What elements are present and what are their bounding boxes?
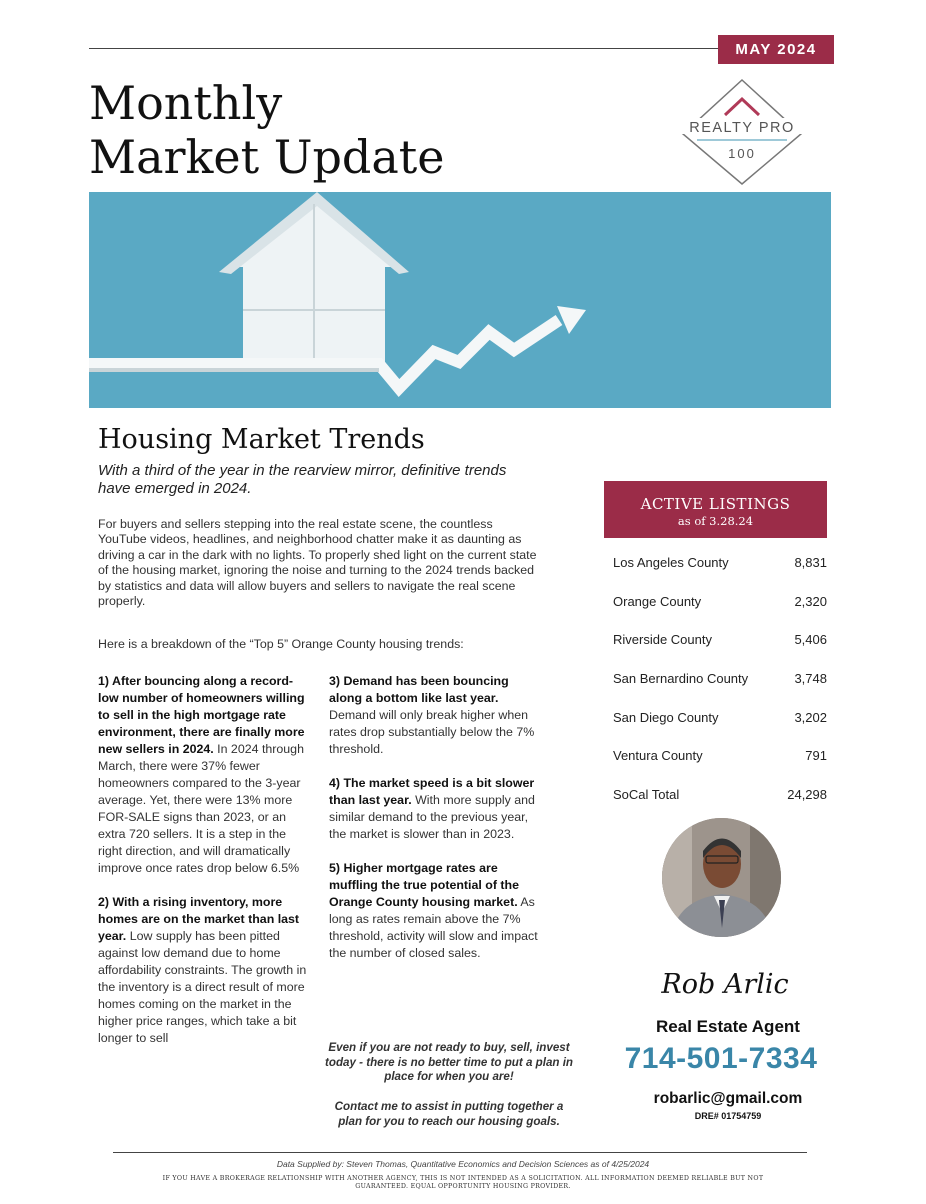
bottom-divider [113,1152,807,1153]
listing-row: Orange County 2,320 [613,593,827,609]
breakdown-line: Here is a breakdown of the “Top 5” Orange County housing trends: [98,637,464,651]
listing-row: Riverside County 5,406 [613,632,827,648]
hero-image [89,192,831,408]
agent-signature [655,955,795,1013]
call-to-action-1: Even if you are not ready to buy, sell, invest today - there is no better time to put a plan in place for when you are! [325,1041,573,1083]
active-listings-date: as of 3.28.24 [677,514,754,528]
trend-item: 4) The market speed is a bit slower than last year. With more supply and similar demand to the previous year, the market is slower than in 2023. [329,776,535,841]
data-source-note: Data Supplied by: Steven Thomas, Quantitative Economics and Decision Sciences as of 4/25/2024 [276,1159,650,1169]
active-listings-title: ACTIVE LISTINGS [640,495,791,513]
intro-paragraph: For buyers and sellers stepping into the real estate scene, the countless YouTube videos, headlines, and neighborhood chatter make it as daunting as driving a car in the dark with no lights. To properly shed light on the current state of the housing market, ignoring the noise and turning to the 2024 trends backed by statistics and data will allow buyers and sellers to navigate the real scene properly. [98,517,537,609]
listing-row: San Bernardino County 3,748 [613,671,827,687]
listing-row: Ventura County 791 [613,748,827,764]
logo-name: REALTY PRO [689,120,795,136]
title-line-1: Monthly [89,76,283,130]
realty-pro-logo [681,78,803,186]
date-badge: MAY 2024 [718,35,834,64]
agent-email[interactable]: robarlic@gmail.com [653,1090,803,1107]
house-with-rising-arrow-image [89,192,831,408]
agent-dre-number: DRE# 01754759 [694,1111,762,1121]
listing-row: San Diego County 3,202 [613,709,827,725]
top-divider [89,48,719,49]
active-listings-table [613,555,827,826]
legal-disclaimer: IF YOU HAVE A BROKERAGE RELATIONSHIP WITH ANOTHER AGENCY, THIS IS NOT INTENDED AS A SOLICITATION. ALL INFORMATION DEEMED RELIABLE BUT NOT GUARANTEED. EQUAL OPPORTUNITY HOUSING PROVIDER. [162,1175,764,1190]
trend-item: 2) With a rising inventory, more homes are on the market than last year. Low supply has been pitted against low demand due to home affordability constraints. The growth in the inventory is a direct result of more homes coming on the market in the higher price ranges, which take a bit longer to sell [98,895,307,1045]
title-line-2: Market Update [89,130,445,184]
call-to-action-2: Contact me to assist in putting together a plan for you to reach our housing goals. [334,1100,564,1128]
trend-item: 5) Higher mortgage rates are muffling the true potential of the Orange County housing market. As long as rates remain above the 7% threshold, activity will slow and impact the number of closed sales. [329,861,538,960]
listing-row: Los Angeles County 8,831 [613,555,827,570]
agent-title: Real Estate Agent [656,1017,800,1036]
trend-item: 1) After bouncing along a record-low number of homeowners willing to sell in the high mortgage rate environment, there are finally more new sellers in 2024. In 2024 through March, there were 37% fewer homeowners compared to the 3-year average. Yet, there were 13% more FOR-SALE signs than 2023, or an extra 720 sellers. It is a step in the right direction, and will dramatically improve once rates drop below 6.5% [98,674,305,875]
agent-photo [662,818,781,937]
trends-column-1 [98,673,313,1064]
page-title [89,76,445,184]
logo-number: 100 [728,146,756,161]
section-subtitle: With a third of the year in the rearview mirror, definitive trends have emerged in 2024. [98,462,507,497]
trend-item: 3) Demand has been bouncing along a bottom like last year. Demand will only break higher when rates drop substantially below the 7% threshold. [329,674,535,756]
trends-column-2 [329,673,539,979]
listing-row: SoCal Total 24,298 [613,787,827,803]
signature-text: Rob Arlic [661,969,789,1000]
section-heading: Housing Market Trends [98,424,425,455]
agent-phone[interactable]: 714-501-7334 [624,1042,818,1075]
active-listings-header [604,481,827,538]
